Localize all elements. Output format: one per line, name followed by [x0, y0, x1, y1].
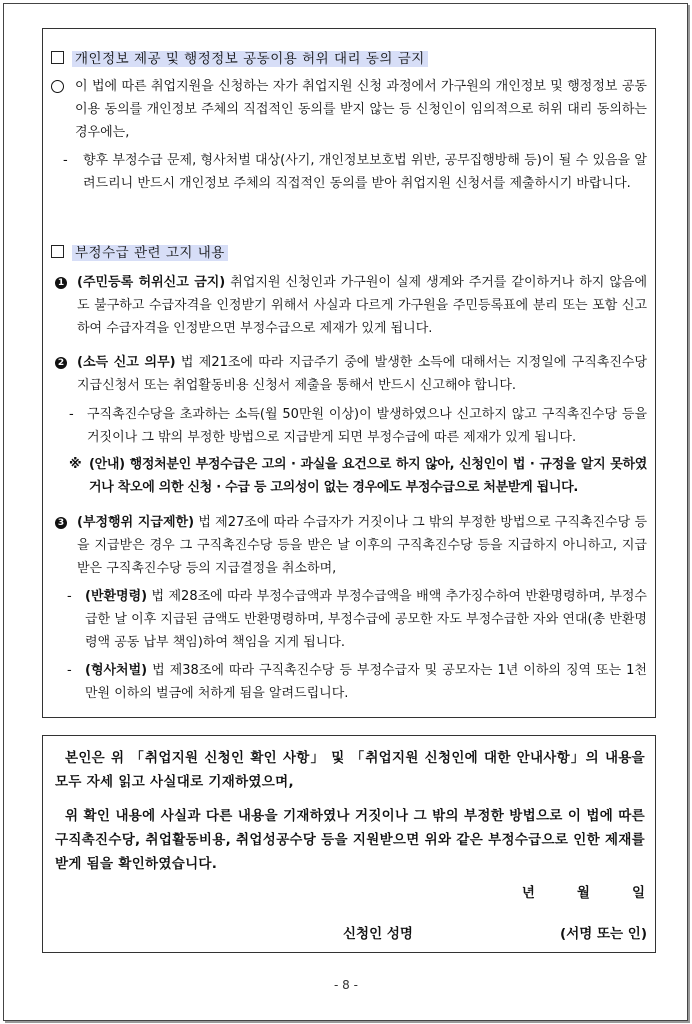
- item2-dash-item: 구직촉진수당을 초과하는 소득(월 50만원 이상)이 발생하였으나 신고하지 않고 구직촉진수당 등을 거짓이나 그 밖의 부정한 방법으로 지급받게 되면 부정수급에 따른 제재가 있게 됩니다.: [87, 407, 647, 445]
- item3-dash2-text: 법 제38조에 따라 구직촉진수당 등 부정수급자 및 공모자는 1년 이하의 징역 또는 1천만원 이하의 벌금에 처하게 됨을 알려드립니다.: [85, 663, 647, 701]
- item2-note: (안내) 행정처분인 부정수급은 고의 · 과실을 요건으로 하지 않아, 신청인이 법 · 규정을 알지 못하였거나 착오에 의한 신청 · 수급 등 고의성이 없는 경우에도 부정수급으로 처분받게 됩니다.: [89, 457, 647, 495]
- day-label: 일: [631, 885, 645, 901]
- year-label: 년: [521, 885, 535, 901]
- item3-dash2-item: [85, 659, 647, 705]
- item3-text: 법 제27조에 따라 수급자가 거짓이나 그 밖의 부정한 방법으로 구직촉진수당 등을 지급받은 경우 그 구직촉진수당 등을 받은 날 이후의 구직촉진수당 등을 지급하지 아니하고, 지급받은 구직촉진수당 등의 지급결정을 취소하며,: [77, 515, 648, 576]
- signature-mark-label: (서명 또는 인): [560, 926, 647, 942]
- item2-title: (소득 신고 의무): [77, 355, 176, 370]
- item3-dash1-text: 법 제28조에 따라 부정수급액과 부정수급액을 배액 추가징수하여 반환명령하며, 부정수급한 날 이후 지급된 금액도 반환명령하며, 부정수급에 공모한 자도 부정수급한 자와 연대(총 반환명령액 공동 납부 책임)하여 책임을 지게 됩니다.: [85, 589, 647, 650]
- section1-paragraph: 이 법에 따른 취업지원을 신청하는 자가 취업지원 신청 과정에서 가구원의 개인정보 및 행정정보 공동이용 동의를 개인정보 주체의 직접적인 동의를 받지 않는 등 신청인이 임의적으로 허위 대리 동의하는 경우에는,: [75, 79, 647, 140]
- confirmation-paragraph-2: 위 확인 내용에 사실과 다른 내용을 기재하였나 거짓이나 그 밖의 부정한 방법으로 이 법에 따른 구직촉진수당, 취업활동비용, 취업성공수당 등을 지원받으면 위와 같은 부정수급으로 인한 제재를 받게 됨을 확인하였습니다.: [55, 808, 645, 872]
- confirmation-box: [42, 735, 656, 953]
- item1-paragraph: [77, 271, 647, 340]
- section1-dash-item: 향후 부정수급 문제, 형사처벌 대상(사기, 개인정보보호법 위반, 공무집행방해 등)이 될 수 있음을 알려드리니 반드시 개인정보 주체의 직접적인 동의를 받아 취업지원 신청서를 제출하시기 바랍니다.: [83, 153, 647, 191]
- item1-text: 취업지원 신청인과 가구원이 실제 생계와 주거를 같이하거나 하지 않음에도 불구하고 수급자격을 인정받기 위해서 사실과 다르게 가구원을 주민등록표에 분리 또는 포함 신고하여 수급자격을 인정받으면 부정수급으로 제재가 있게 됩니다.: [77, 275, 648, 336]
- circle-bullet-icon: [51, 77, 64, 100]
- item2-text: 법 제21조에 따라 지급주기 중에 발생한 소득에 대해서는 지정일에 구직촉진수당 지급신청서 또는 취업활동비용 신청서 제출을 통해서 반드시 신고해야 합니다.: [77, 355, 647, 393]
- dash-marker: -: [63, 153, 68, 168]
- section1-heading: 개인정보 제공 및 행정정보 공동이용 허위 대리 동의 금지: [51, 47, 428, 67]
- item2-number-icon: 2: [55, 351, 67, 374]
- confirmation-paragraph-1: 본인은 위 「취업지원 신청인 확인 사항」 및 「취업지원 신청인에 대한 안내사항」의 내용을 모두 자세 읽고 사실대로 기재하였으며,: [55, 750, 645, 790]
- item3-title: (부정행위 지급제한): [77, 515, 195, 530]
- item1-number-icon: 1: [55, 271, 67, 294]
- note-mark: ※: [69, 457, 82, 472]
- item3-number-icon: 3: [55, 511, 67, 534]
- item3-dash2-title: (형사처벌): [85, 663, 148, 678]
- item3-dash1-item: [85, 585, 647, 654]
- dash-marker: -: [67, 589, 72, 604]
- item3-paragraph: [77, 511, 647, 580]
- page-number: - 8 -: [334, 978, 358, 992]
- dash-marker: -: [69, 407, 74, 422]
- item1-title: (주민등록 허위신고 금지): [77, 275, 226, 290]
- item2-paragraph: [77, 351, 647, 397]
- item3-dash1-title: (반환명령): [85, 589, 148, 604]
- dash-marker: -: [67, 663, 72, 678]
- signer-name-label: 신청인 성명: [343, 926, 413, 942]
- date-line: [480, 881, 645, 901]
- checkbox-square-icon: [51, 245, 64, 258]
- notice-box: [42, 28, 656, 718]
- checkbox-square-icon: [51, 51, 64, 64]
- section2-heading: 부정수급 관련 고지 내용: [51, 241, 228, 261]
- month-label: 월: [576, 885, 590, 901]
